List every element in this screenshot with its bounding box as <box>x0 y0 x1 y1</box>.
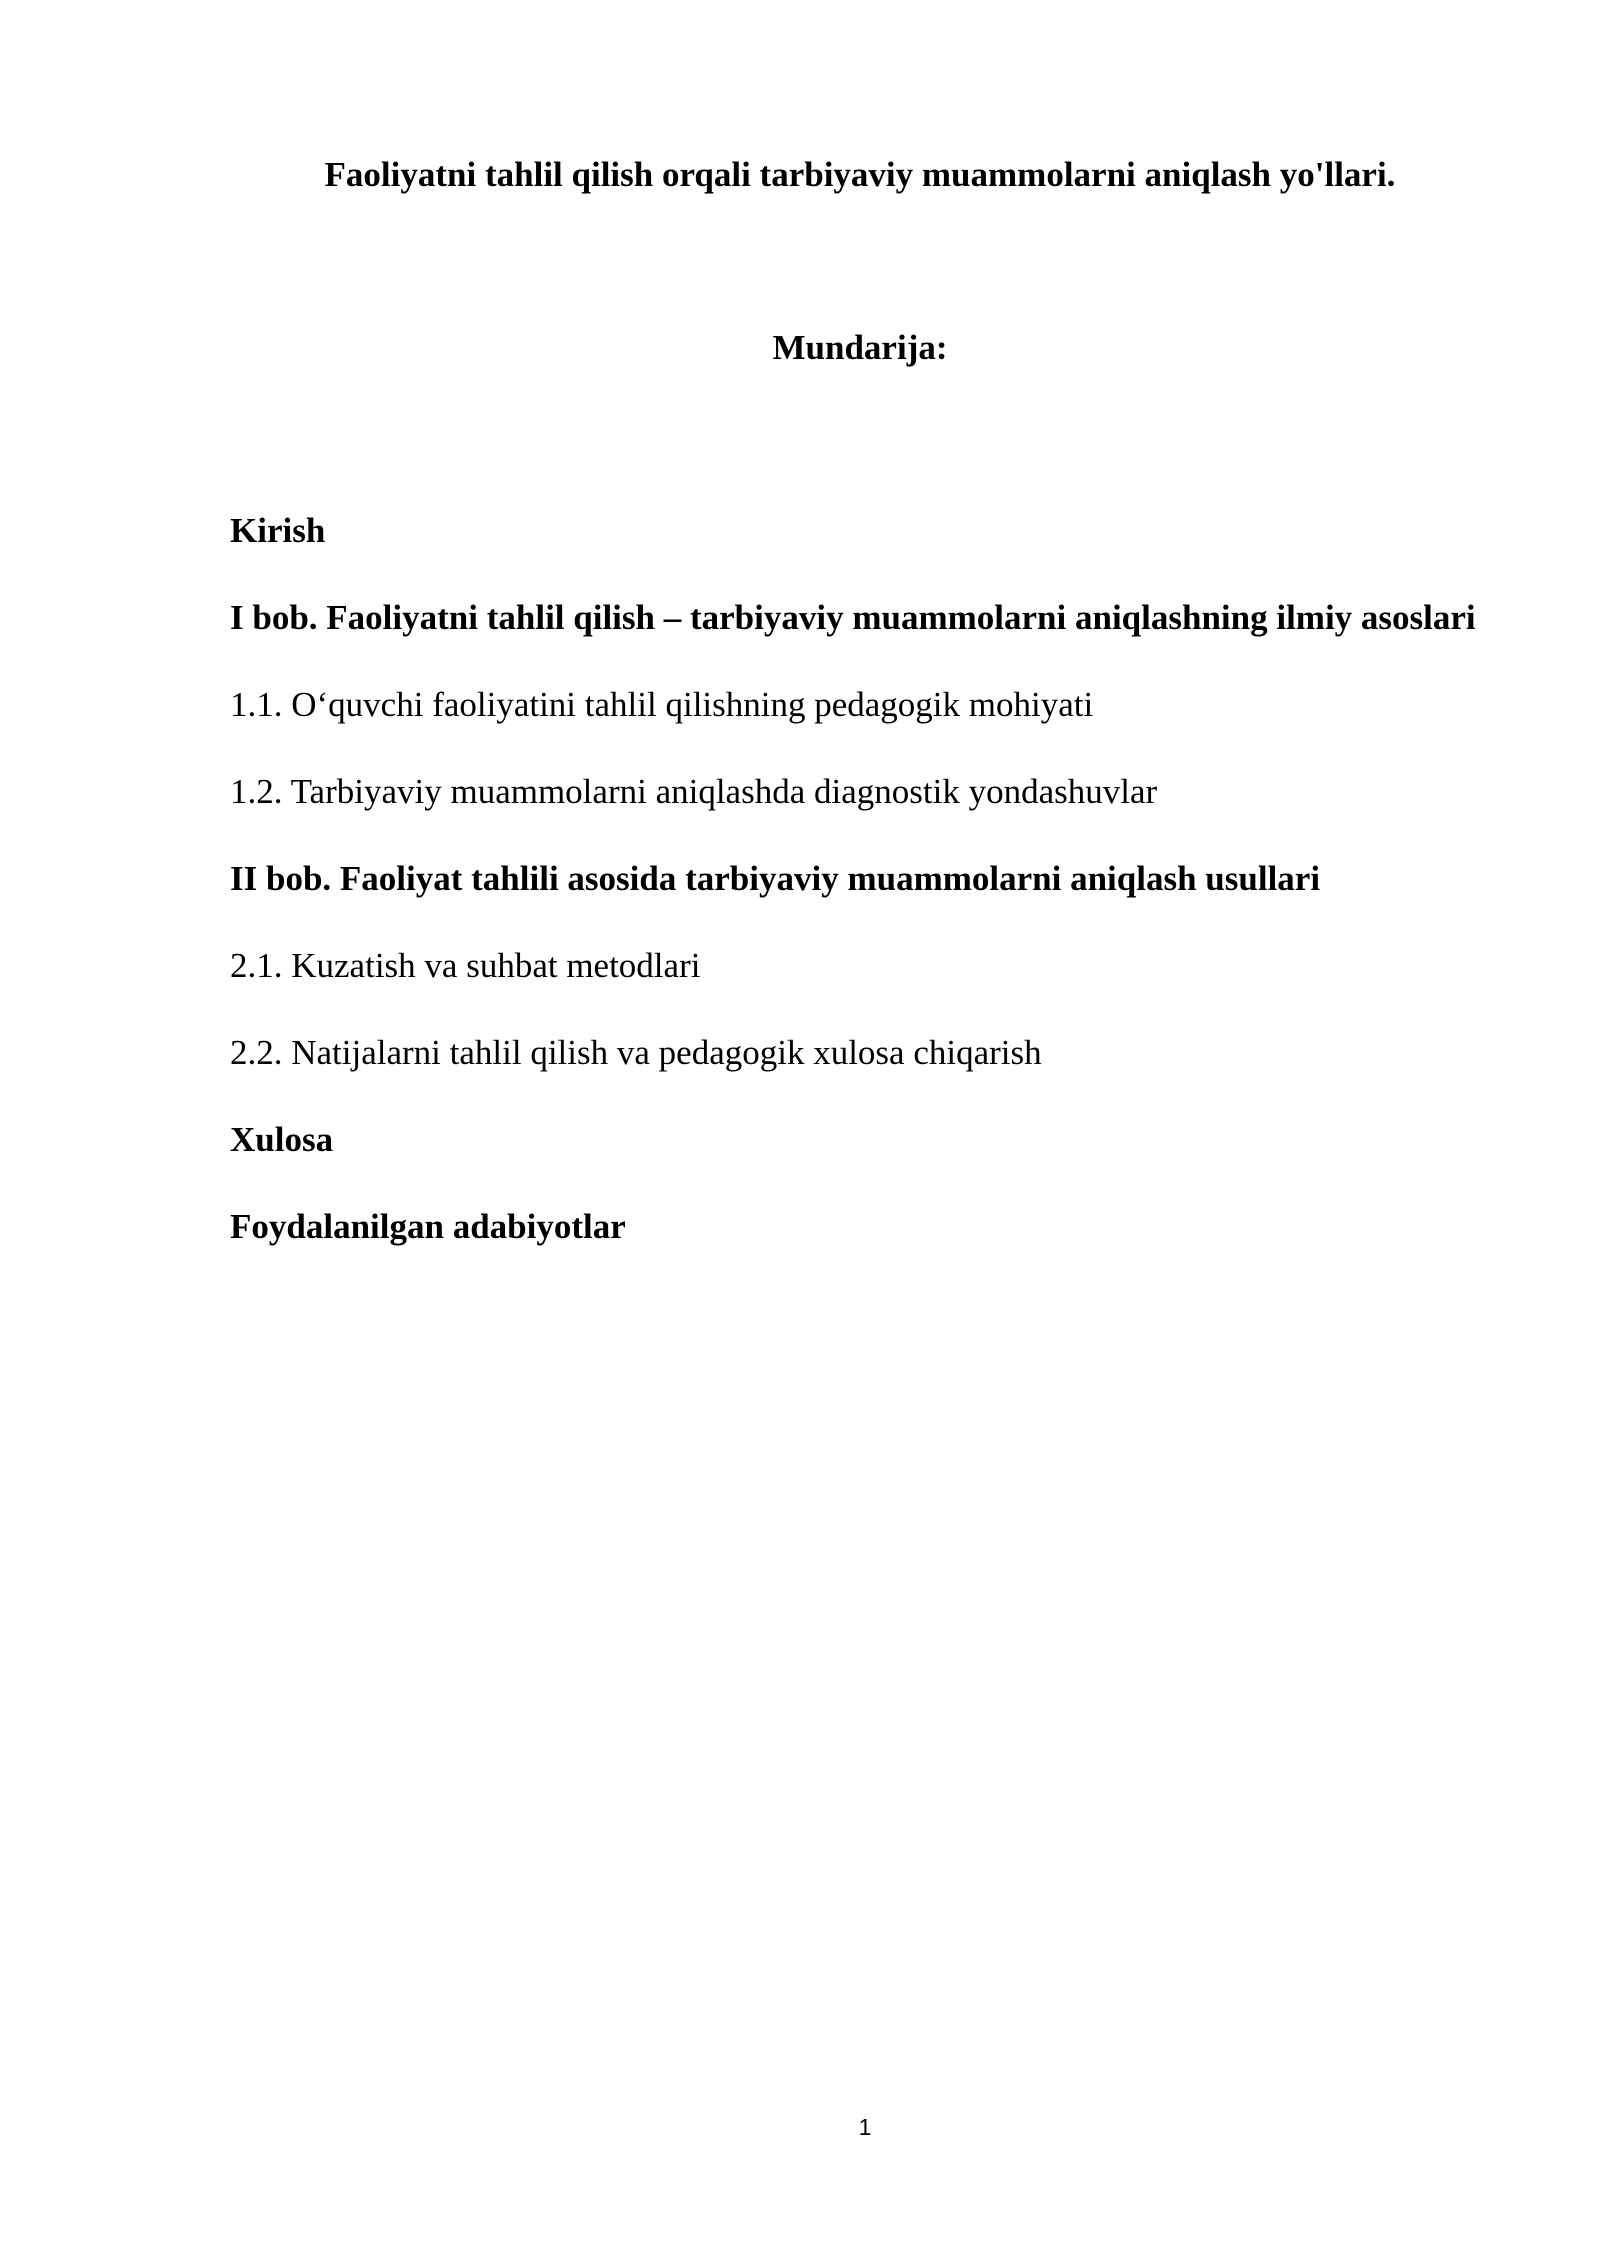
toc-entry-chapter-1: I bob. Faoliyatni tahlil qilish – tarbiyaviy muammolarni aniqlashning ilmiy asoslari <box>230 598 1476 637</box>
toc-entry-section-2-2: 2.2. Natijalarni tahlil qilish va pedagogik xulosa chiqarish <box>230 1033 1042 1072</box>
document-title: Faoliyatni tahlil qilish orqali tarbiyaviy muammolarni aniqlash yo'llari. <box>324 155 1396 194</box>
toc-entry-section-1-1: 1.1. O‘quvchi faoliyatini tahlil qilishning pedagogik mohiyati <box>230 685 1094 724</box>
table-of-contents <box>230 498 1494 1281</box>
toc-entry-section-2-1: 2.1. Kuzatish va suhbat metodlari <box>230 946 701 985</box>
toc-entry-introduction: Kirish <box>230 511 326 550</box>
toc-entry-references: Foydalanilgan adabiyotlar <box>230 1207 626 1246</box>
table-of-contents-heading: Mundarija: <box>772 328 948 367</box>
toc-entry-chapter-2: II bob. Faoliyat tahlili asosida tarbiyaviy muammolarni aniqlash usullari <box>230 859 1321 898</box>
toc-entry-conclusion: Xulosa <box>230 1120 334 1159</box>
toc-entry-section-1-2: 1.2. Tarbiyaviy muammolarni aniqlashda diagnostik yondashuvlar <box>230 772 1158 811</box>
page-number: 1 <box>858 2114 872 2140</box>
